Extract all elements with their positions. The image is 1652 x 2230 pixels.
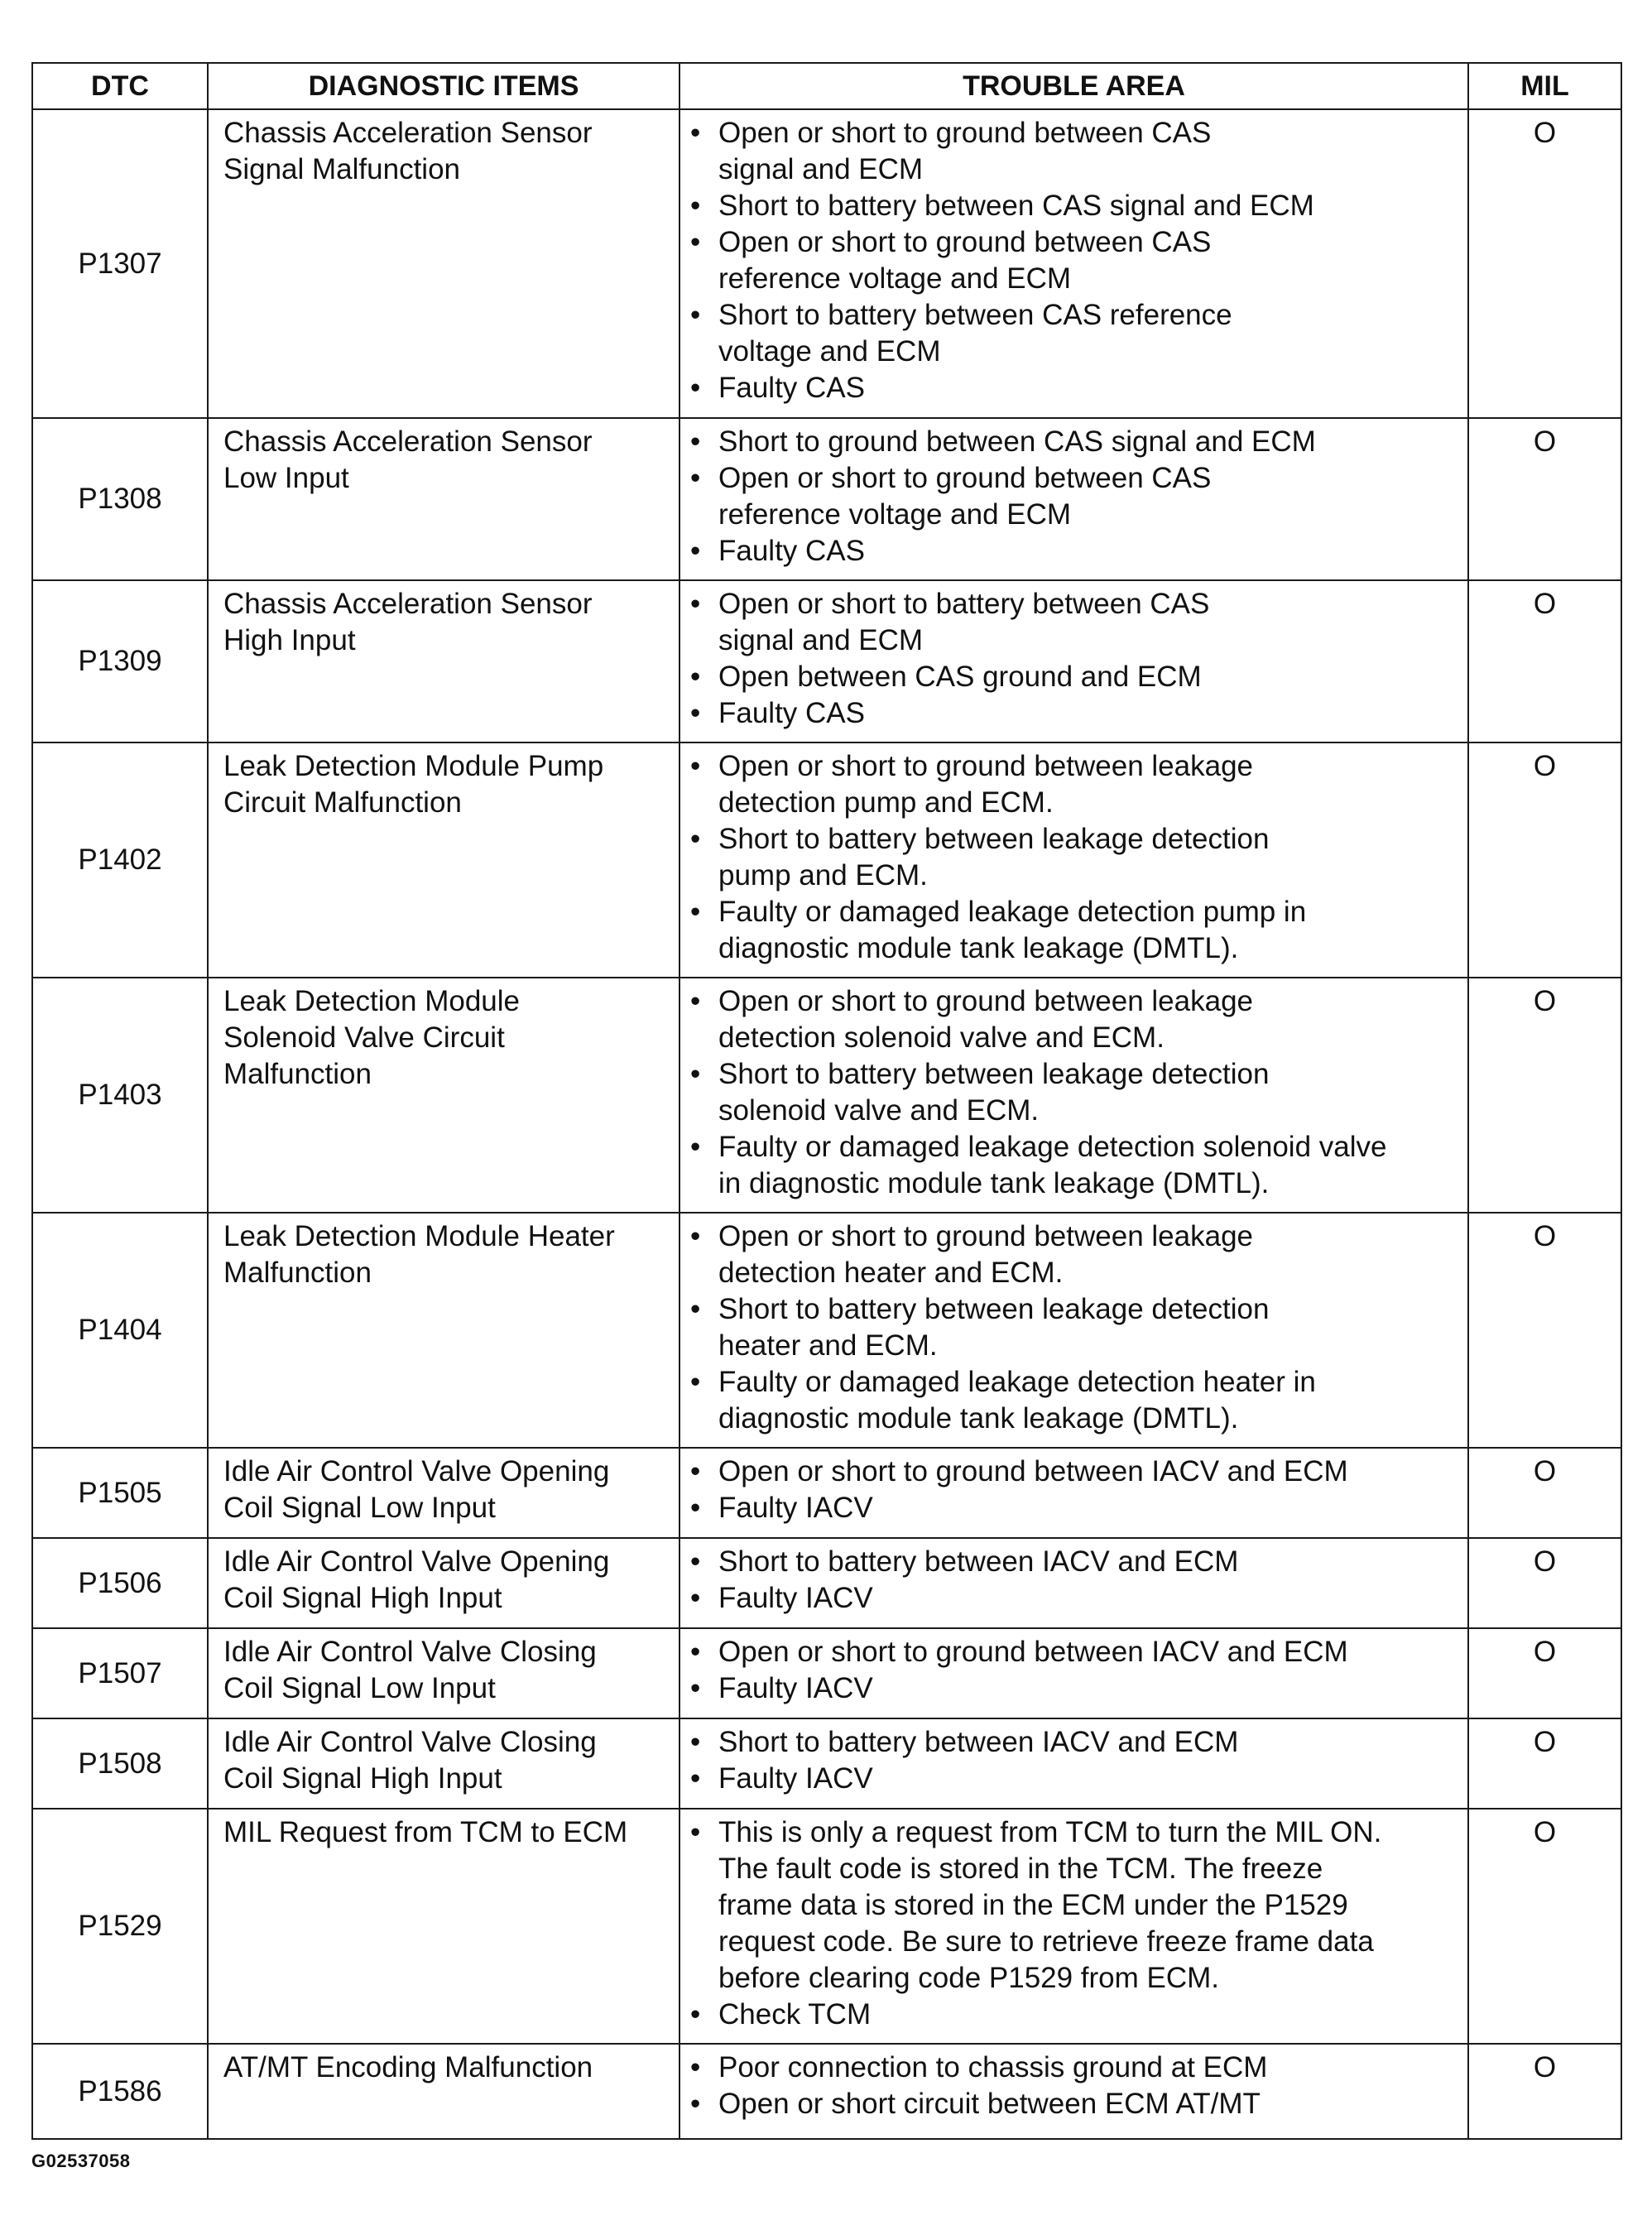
trouble-area-list [718, 1814, 1459, 2033]
table-header [32, 63, 1621, 109]
trouble-area-item: • Open or short to ground between CAS reference voltage and ECM [718, 460, 1459, 533]
trouble-area-item: • Short to battery between CAS signal and ECM [718, 188, 1459, 224]
trouble-area-item: • Faulty or damaged leakage detection solenoid valve in diagnostic module tank leakage (DMTL). [718, 1129, 1459, 1202]
mil-indicator: O [1468, 743, 1621, 978]
trouble-area-list [718, 424, 1459, 570]
trouble-area-list [718, 1454, 1459, 1526]
header-diagnostic-items: DIAGNOSTIC ITEMS [208, 63, 680, 109]
diagnostic-item: Leak Detection Module Solenoid Valve Circuit Malfunction [208, 978, 680, 1213]
header-dtc: DTC [32, 63, 208, 109]
trouble-area-item: • This is only a request from TCM to turn the MIL ON. The fault code is stored in the TCM. The freeze frame data is stored in the ECM under the P1529 request code. Be sure to retrieve freeze frame data before clearing code P1529 from ECM. [718, 1814, 1459, 1997]
mil-indicator: O [1468, 2044, 1621, 2139]
trouble-area-item: • Faulty IACV [718, 1490, 1459, 1526]
trouble-area [680, 1538, 1468, 1628]
trouble-area [680, 109, 1468, 418]
dtc-code: P1505 [32, 1448, 208, 1538]
trouble-area-item: • Open between CAS ground and ECM [718, 659, 1459, 695]
mil-indicator: O [1468, 1718, 1621, 1809]
trouble-area-list [718, 983, 1459, 1202]
dtc-code: P1529 [32, 1809, 208, 2044]
mil-indicator: O [1468, 109, 1621, 418]
diagnostic-item: Idle Air Control Valve Opening Coil Signal High Input [208, 1538, 680, 1628]
diagnostic-item: Leak Detection Module Pump Circuit Malfunction [208, 743, 680, 978]
mil-indicator: O [1468, 1628, 1621, 1718]
mil-indicator: O [1468, 1448, 1621, 1538]
trouble-area-item: • Poor connection to chassis ground at ECM [718, 2050, 1459, 2086]
trouble-area-item: • Short to battery between IACV and ECM [718, 1544, 1459, 1580]
header-row [32, 63, 1621, 109]
dtc-code: P1507 [32, 1628, 208, 1718]
dtc-table [31, 62, 1622, 2140]
mil-indicator: O [1468, 580, 1621, 743]
trouble-area-item: • Open or short to ground between CAS reference voltage and ECM [718, 224, 1459, 297]
trouble-area-item: • Open or short to ground between leakage detection heater and ECM. [718, 1218, 1459, 1291]
dtc-code: P1402 [32, 743, 208, 978]
table-row [32, 109, 1621, 418]
trouble-area-item: • Faulty CAS [718, 695, 1459, 732]
table-row [32, 2044, 1621, 2139]
diagnostic-item: Idle Air Control Valve Opening Coil Signal Low Input [208, 1448, 680, 1538]
trouble-area-item: • Open or short circuit between ECM AT/MT [718, 2086, 1459, 2122]
trouble-area [680, 418, 1468, 580]
trouble-area-item: • Short to battery between leakage detection pump and ECM. [718, 821, 1459, 894]
trouble-area-item: • Short to battery between IACV and ECM [718, 1724, 1459, 1761]
trouble-area-list [718, 1218, 1459, 1437]
trouble-area-item: • Open or short to ground between leakage detection pump and ECM. [718, 748, 1459, 821]
dtc-code: P1308 [32, 418, 208, 580]
dtc-code: P1508 [32, 1718, 208, 1809]
table-row [32, 1718, 1621, 1809]
trouble-area-list [718, 115, 1459, 406]
dtc-code: P1586 [32, 2044, 208, 2139]
dtc-code: P1309 [32, 580, 208, 743]
header-mil: MIL [1468, 63, 1621, 109]
mil-indicator: O [1468, 1809, 1621, 2044]
trouble-area [680, 1213, 1468, 1448]
trouble-area-item: • Faulty IACV [718, 1670, 1459, 1707]
table-row [32, 1213, 1621, 1448]
trouble-area [680, 1718, 1468, 1809]
trouble-area-item: • Faulty or damaged leakage detection heater in diagnostic module tank leakage (DMTL). [718, 1364, 1459, 1437]
table-row [32, 978, 1621, 1213]
trouble-area-item: • Faulty or damaged leakage detection pump in diagnostic module tank leakage (DMTL). [718, 894, 1459, 967]
trouble-area-list [718, 1634, 1459, 1707]
trouble-area-list [718, 586, 1459, 732]
trouble-area [680, 1809, 1468, 2044]
dtc-code: P1404 [32, 1213, 208, 1448]
mil-indicator: O [1468, 1213, 1621, 1448]
diagnostic-item: Chassis Acceleration Sensor Signal Malfunction [208, 109, 680, 418]
trouble-area-item: • Faulty CAS [718, 370, 1459, 406]
table-row [32, 418, 1621, 580]
mil-indicator: O [1468, 418, 1621, 580]
trouble-area-item: • Open or short to battery between CAS signal and ECM [718, 586, 1459, 659]
trouble-area-item: • Faulty IACV [718, 1761, 1459, 1797]
table-body [32, 109, 1621, 2139]
trouble-area-list [718, 2050, 1459, 2122]
trouble-area [680, 1628, 1468, 1718]
trouble-area-item: • Faulty IACV [718, 1580, 1459, 1617]
diagnostic-item: Idle Air Control Valve Closing Coil Signal High Input [208, 1718, 680, 1809]
mil-indicator: O [1468, 1538, 1621, 1628]
trouble-area-item: • Short to battery between leakage detection solenoid valve and ECM. [718, 1056, 1459, 1129]
diagnostic-item: Chassis Acceleration Sensor High Input [208, 580, 680, 743]
table-row [32, 1809, 1621, 2044]
diagnostic-item: Idle Air Control Valve Closing Coil Signal Low Input [208, 1628, 680, 1718]
trouble-area-item: • Short to battery between CAS reference voltage and ECM [718, 297, 1459, 370]
trouble-area-item: • Short to battery between leakage detection heater and ECM. [718, 1291, 1459, 1364]
trouble-area-item: • Short to ground between CAS signal and ECM [718, 424, 1459, 460]
mil-indicator: O [1468, 978, 1621, 1213]
table-row [32, 1448, 1621, 1538]
table-row [32, 580, 1621, 743]
trouble-area-item: • Open or short to ground between leakage detection solenoid valve and ECM. [718, 983, 1459, 1056]
dtc-code: P1403 [32, 978, 208, 1213]
table-row [32, 1628, 1621, 1718]
trouble-area-list [718, 748, 1459, 967]
diagnostic-item: AT/MT Encoding Malfunction [208, 2044, 680, 2139]
trouble-area-list [718, 1724, 1459, 1797]
trouble-area [680, 743, 1468, 978]
dtc-code: P1506 [32, 1538, 208, 1628]
figure-id: G02537058 [31, 2151, 131, 2171]
trouble-area [680, 2044, 1468, 2139]
dtc-code: P1307 [32, 109, 208, 418]
header-trouble-area: TROUBLE AREA [680, 63, 1468, 109]
trouble-area-item: • Open or short to ground between CAS signal and ECM [718, 115, 1459, 188]
trouble-area-item: • Open or short to ground between IACV and ECM [718, 1634, 1459, 1670]
trouble-area-item: • Check TCM [718, 1997, 1459, 2033]
diagnostic-item: MIL Request from TCM to ECM [208, 1809, 680, 2044]
trouble-area [680, 1448, 1468, 1538]
trouble-area-list [718, 1544, 1459, 1617]
trouble-area-item: • Open or short to ground between IACV and ECM [718, 1454, 1459, 1490]
table-row [32, 1538, 1621, 1628]
diagnostic-item: Leak Detection Module Heater Malfunction [208, 1213, 680, 1448]
trouble-area [680, 580, 1468, 743]
table-row [32, 743, 1621, 978]
trouble-area [680, 978, 1468, 1213]
trouble-area-item: • Faulty CAS [718, 533, 1459, 570]
diagnostic-item: Chassis Acceleration Sensor Low Input [208, 418, 680, 580]
